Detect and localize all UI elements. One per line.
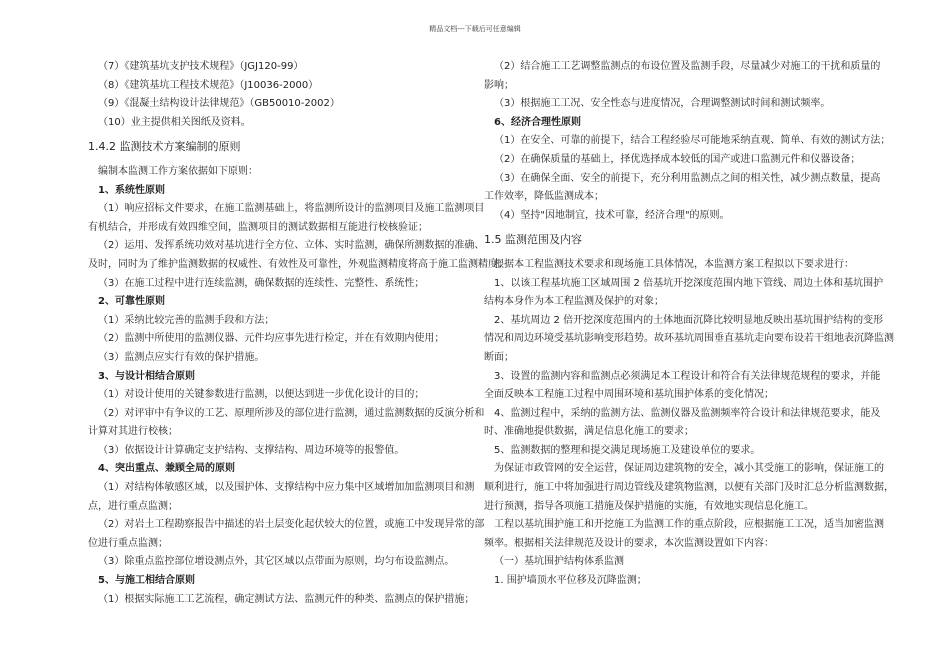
text-line: 频率。根据相关法律规范及设计的要求，本次监测设置如下内容： <box>484 537 774 549</box>
principle-heading: 5、与施工相结合原则 <box>98 575 195 587</box>
text-line: （2）运用、发挥系统功效对基坑进行全方位、立体、实时监测，确保所测数据的准确、 <box>98 240 485 252</box>
text-line: （3）依据设计计算确定支护结构、支撑结构、周边环境等的报警值。 <box>98 444 405 456</box>
page-header: 精品文档---下载后可任意编辑 <box>429 25 521 33</box>
text-line: （3）根据施工工况、安全性态与进度情况，合理调整测试时间和测试频率。 <box>494 98 831 110</box>
text-line: （8）《建筑基坑工程技术规范》（J10036-2000） <box>98 79 319 91</box>
text-line: 2、基坑周边 2 倍开挖深度范围内的土体地面沉降比较明显地反映出基坑围护结构的变形 <box>494 314 884 326</box>
text-line: （2）在确保质量的基础上，择优选择成本较低的国产或进口监测元件和仪器设备； <box>494 153 861 165</box>
text-line: 断面； <box>484 351 514 363</box>
text-line: 编制本监测工作方案依据如下原则： <box>98 165 258 177</box>
text-line: （2）对岩土工程勘察报告中描述的岩土层变化起伏较大的位置，或施工中发现异常的部 <box>98 519 485 531</box>
text-line: 进行预测，指导各项施工措施及保护措施的实施，有效地实现信息化施工。 <box>484 500 814 512</box>
text-line: 情况和周边环境受基坑影响变形趋势。故环基坑周围垂直基坑走向要布设若干组地表沉降监测 <box>484 333 894 345</box>
text-line: 及时，同时为了维护监测数据的权威性、有效性及可靠性，外观监测精度将高于施工监测精度； <box>88 258 508 270</box>
text-line: （2）结合施工工艺调整监测点的布设位置及监测手段，尽量减少对施工的干扰和质量的 <box>494 61 881 72</box>
text-line: （一）基坑围护结构体系监测 <box>494 556 624 568</box>
text-line: （2）对评审中有争议的工艺、原理所涉及的部位进行监测，通过监测数据的反演分析和 <box>98 407 485 419</box>
text-line: （1）对设计使用的关键参数进行监测，以便达到进一步优化设计的目的； <box>98 389 425 401</box>
text-line: （1）根据实际施工工艺流程，确定测试方法、监测元件的种类、监测点的保护措施； <box>98 593 475 605</box>
text-line: （4）坚持"因地制宜，技术可靠，经济合理"的原则。 <box>494 209 730 221</box>
text-line: 工程以基坑围护施工和开挖施工为监测工作的重点阶段，应根据施工工况，适当加密监测 <box>494 519 884 531</box>
text-line: 4、监测过程中，采纳的监测方法、监测仪器及监测频率符合设计和法律规范要求，能及 <box>494 407 881 419</box>
text-line: 计算对其进行校核； <box>88 426 178 438</box>
text-line: 有机结合，并形成有效四维空间，监测项目的测试数据相互能进行校核验证； <box>88 221 428 233</box>
text-line: （1）对结构体敏感区域，以及围护体、支撑结构中应力集中区域增加加监测项目和测 <box>98 482 475 494</box>
text-line: （3）除重点监控部位增设测点外，其它区域以点带面为原则，均匀布设监测点。 <box>98 556 455 568</box>
text-line: 为保证市政管网的安全运营，保证周边建筑物的安全，减小其受施工的影响，保证施工的 <box>494 463 884 475</box>
text-line: （10）业主提供相关图纸及资料。 <box>98 116 251 128</box>
text-line: 全面反映本工程施工过程中周围环境和基坑围护体系的变化情况； <box>484 389 774 401</box>
text-line: 影响； <box>484 79 514 91</box>
section-heading: 1.5 监测范围及内容 <box>484 233 582 247</box>
text-line: 工作效率，降低监测成本； <box>484 191 604 203</box>
text-line: （2）监测中所使用的监测仪器、元件均应事先进行检定，并在有效期内使用； <box>98 333 445 345</box>
text-line: （3）在施工过程中进行连续监测，确保数据的连续性、完整性、系统性； <box>98 277 425 289</box>
principle-heading: 1、系统性原则 <box>98 184 165 196</box>
text-line: （1）在安全、可靠的前提下，结合工程经验尽可能地采纳直观、简单、有效的测试方法； <box>494 135 891 147</box>
text-line: （3）监测点应实行有效的保护措施。 <box>98 351 265 363</box>
text-line: 根据本工程监测技术要求和现场施工具体情况，本监测方案工程拟以下要求进行： <box>494 258 854 270</box>
principle-heading: 6、经济合理性原则 <box>494 116 581 128</box>
text-line: 顺利进行，施工中将加强进行周边管线及建筑物监测，以便有关部门及时汇总分析监测数据， <box>484 482 894 494</box>
text-line: 时、准确地提供数据，满足信息化施工的要求； <box>484 426 694 438</box>
text-line: （1）采纳比较完善的监测手段和方法； <box>98 314 275 326</box>
principle-heading: 2、可靠性原则 <box>98 296 165 308</box>
text-line: （3）在确保全面、安全的前提下，充分利用监测点之间的相关性，减少测点数量，提高 <box>494 172 881 184</box>
principle-heading: 3、与设计相结合原则 <box>98 370 195 382</box>
text-line: 1. 围护墙顶水平位移及沉降监测； <box>494 575 647 587</box>
text-line: 结构本身作为本工程监测及保护的对象； <box>484 296 664 308</box>
text-line: 3、设置的监测内容和监测点必须满足本工程设计和符合有关法律规范规程的要求，并能 <box>494 370 881 382</box>
right-column <box>484 58 894 591</box>
text-line: 5、监测数据的整理和提交满足现场施工及建设单位的要求。 <box>494 444 761 456</box>
text-line: 位进行重点监测； <box>88 537 168 549</box>
section-heading: 1.4.2 监测技术方案编制的原则 <box>88 140 241 154</box>
text-line: （1）响应招标文件要求，在施工监测基础上，将监测所设计的监测项目及施工监测项目 <box>98 203 485 215</box>
text-line: 1、以该工程基坑施工区域周围 2 倍基坑开挖深度范围内地下管线、周边土体和基坑围护 <box>494 277 884 289</box>
text-line: （7）《建筑基坑支护技术规程》（JGJ120-99） <box>98 61 304 72</box>
text-line: 点，进行重点监测； <box>88 500 178 512</box>
text-line: （9）《混凝土结构设计法律规范》（GB50010-2002） <box>98 98 340 110</box>
principle-heading: 4、突出重点、兼顾全局的原则 <box>98 463 235 475</box>
